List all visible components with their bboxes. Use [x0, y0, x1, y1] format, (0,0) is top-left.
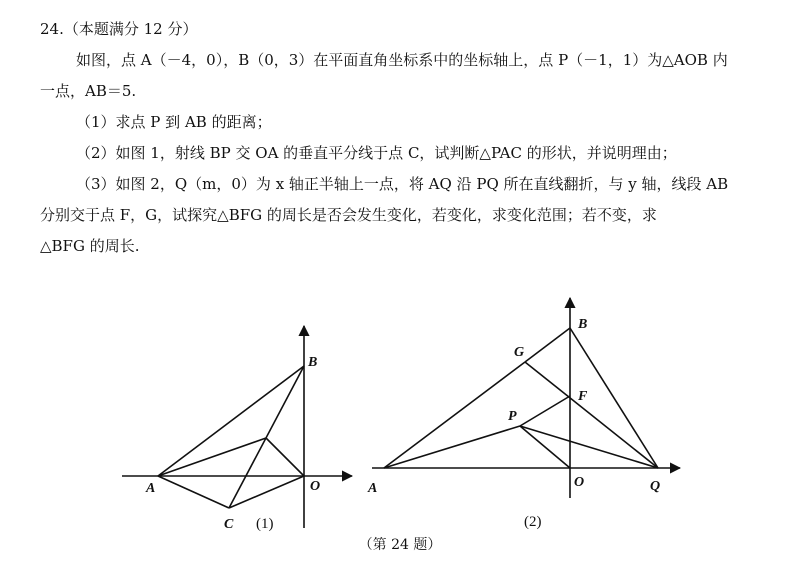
- question-3-line-2: 分别交于点 F，G，试探究△BFG 的周长是否会发生变化，若变化，求变化范围；若不变，求: [40, 206, 657, 224]
- fig2-label-O: O: [574, 475, 585, 490]
- fig1-segment-PO: [266, 438, 304, 476]
- fig1-caption: (1): [256, 516, 274, 532]
- fig2-segment-PF: [520, 396, 570, 426]
- question-2: （2）如图 1，射线 BP 交 OA 的垂直平分线于点 C，试判断△PAC 的形状，并说明理由；: [76, 144, 677, 162]
- figure-1: [110, 318, 360, 538]
- figure-caption: （第 24 题）: [358, 537, 442, 553]
- fig2-segment-PO: [520, 426, 570, 468]
- fig2-label-A: A: [368, 481, 378, 496]
- fig2-label-P: P: [508, 409, 517, 424]
- question-3-line-3: △BFG 的周长.: [40, 237, 140, 255]
- fig2-segment-GB: [525, 328, 570, 362]
- fig1-segment-CO: [229, 476, 304, 508]
- problem-intro-line-1: 如图，点 A（－4，0），B（0，3）在平面直角坐标系中的坐标轴上，点 P（－1，1）为△AOB 内: [76, 51, 728, 69]
- question-1: （1）求点 P 到 AB 的距离；: [76, 113, 272, 131]
- fig1-segment-AB: [158, 366, 304, 476]
- fig2-label-B: B: [578, 317, 588, 332]
- fig1-ray-BC: [229, 366, 304, 508]
- fig2-segment-AP: [384, 426, 520, 468]
- question-3-line-1: （3）如图 2，Q（m，0）为 x 轴正半轴上一点，将 AQ 沿 PQ 所在直线翻折，与 y 轴，线段 AB: [76, 175, 729, 193]
- fig1-label-O: O: [310, 479, 321, 494]
- fig1-label-B: B: [308, 355, 318, 370]
- fig2-segment-PQ: [520, 426, 658, 468]
- fig2-label-Q: Q: [650, 479, 661, 494]
- problem-header: 24.（本题满分 12 分）: [40, 20, 198, 38]
- problem-text: [40, 14, 780, 262]
- problem-intro-line-2: 一点，AB＝5.: [40, 82, 137, 100]
- fig2-label-F: F: [578, 389, 588, 404]
- fig1-segment-AC: [158, 476, 229, 508]
- fig2-segment-GQ: [525, 362, 658, 468]
- fig2-label-G: G: [514, 345, 525, 360]
- fig1-label-C: C: [224, 517, 234, 532]
- fig2-segment-AG: [384, 362, 525, 468]
- figure-2: [360, 292, 690, 532]
- fig1-label-A: A: [146, 481, 156, 496]
- fig2-caption: (2): [524, 514, 542, 530]
